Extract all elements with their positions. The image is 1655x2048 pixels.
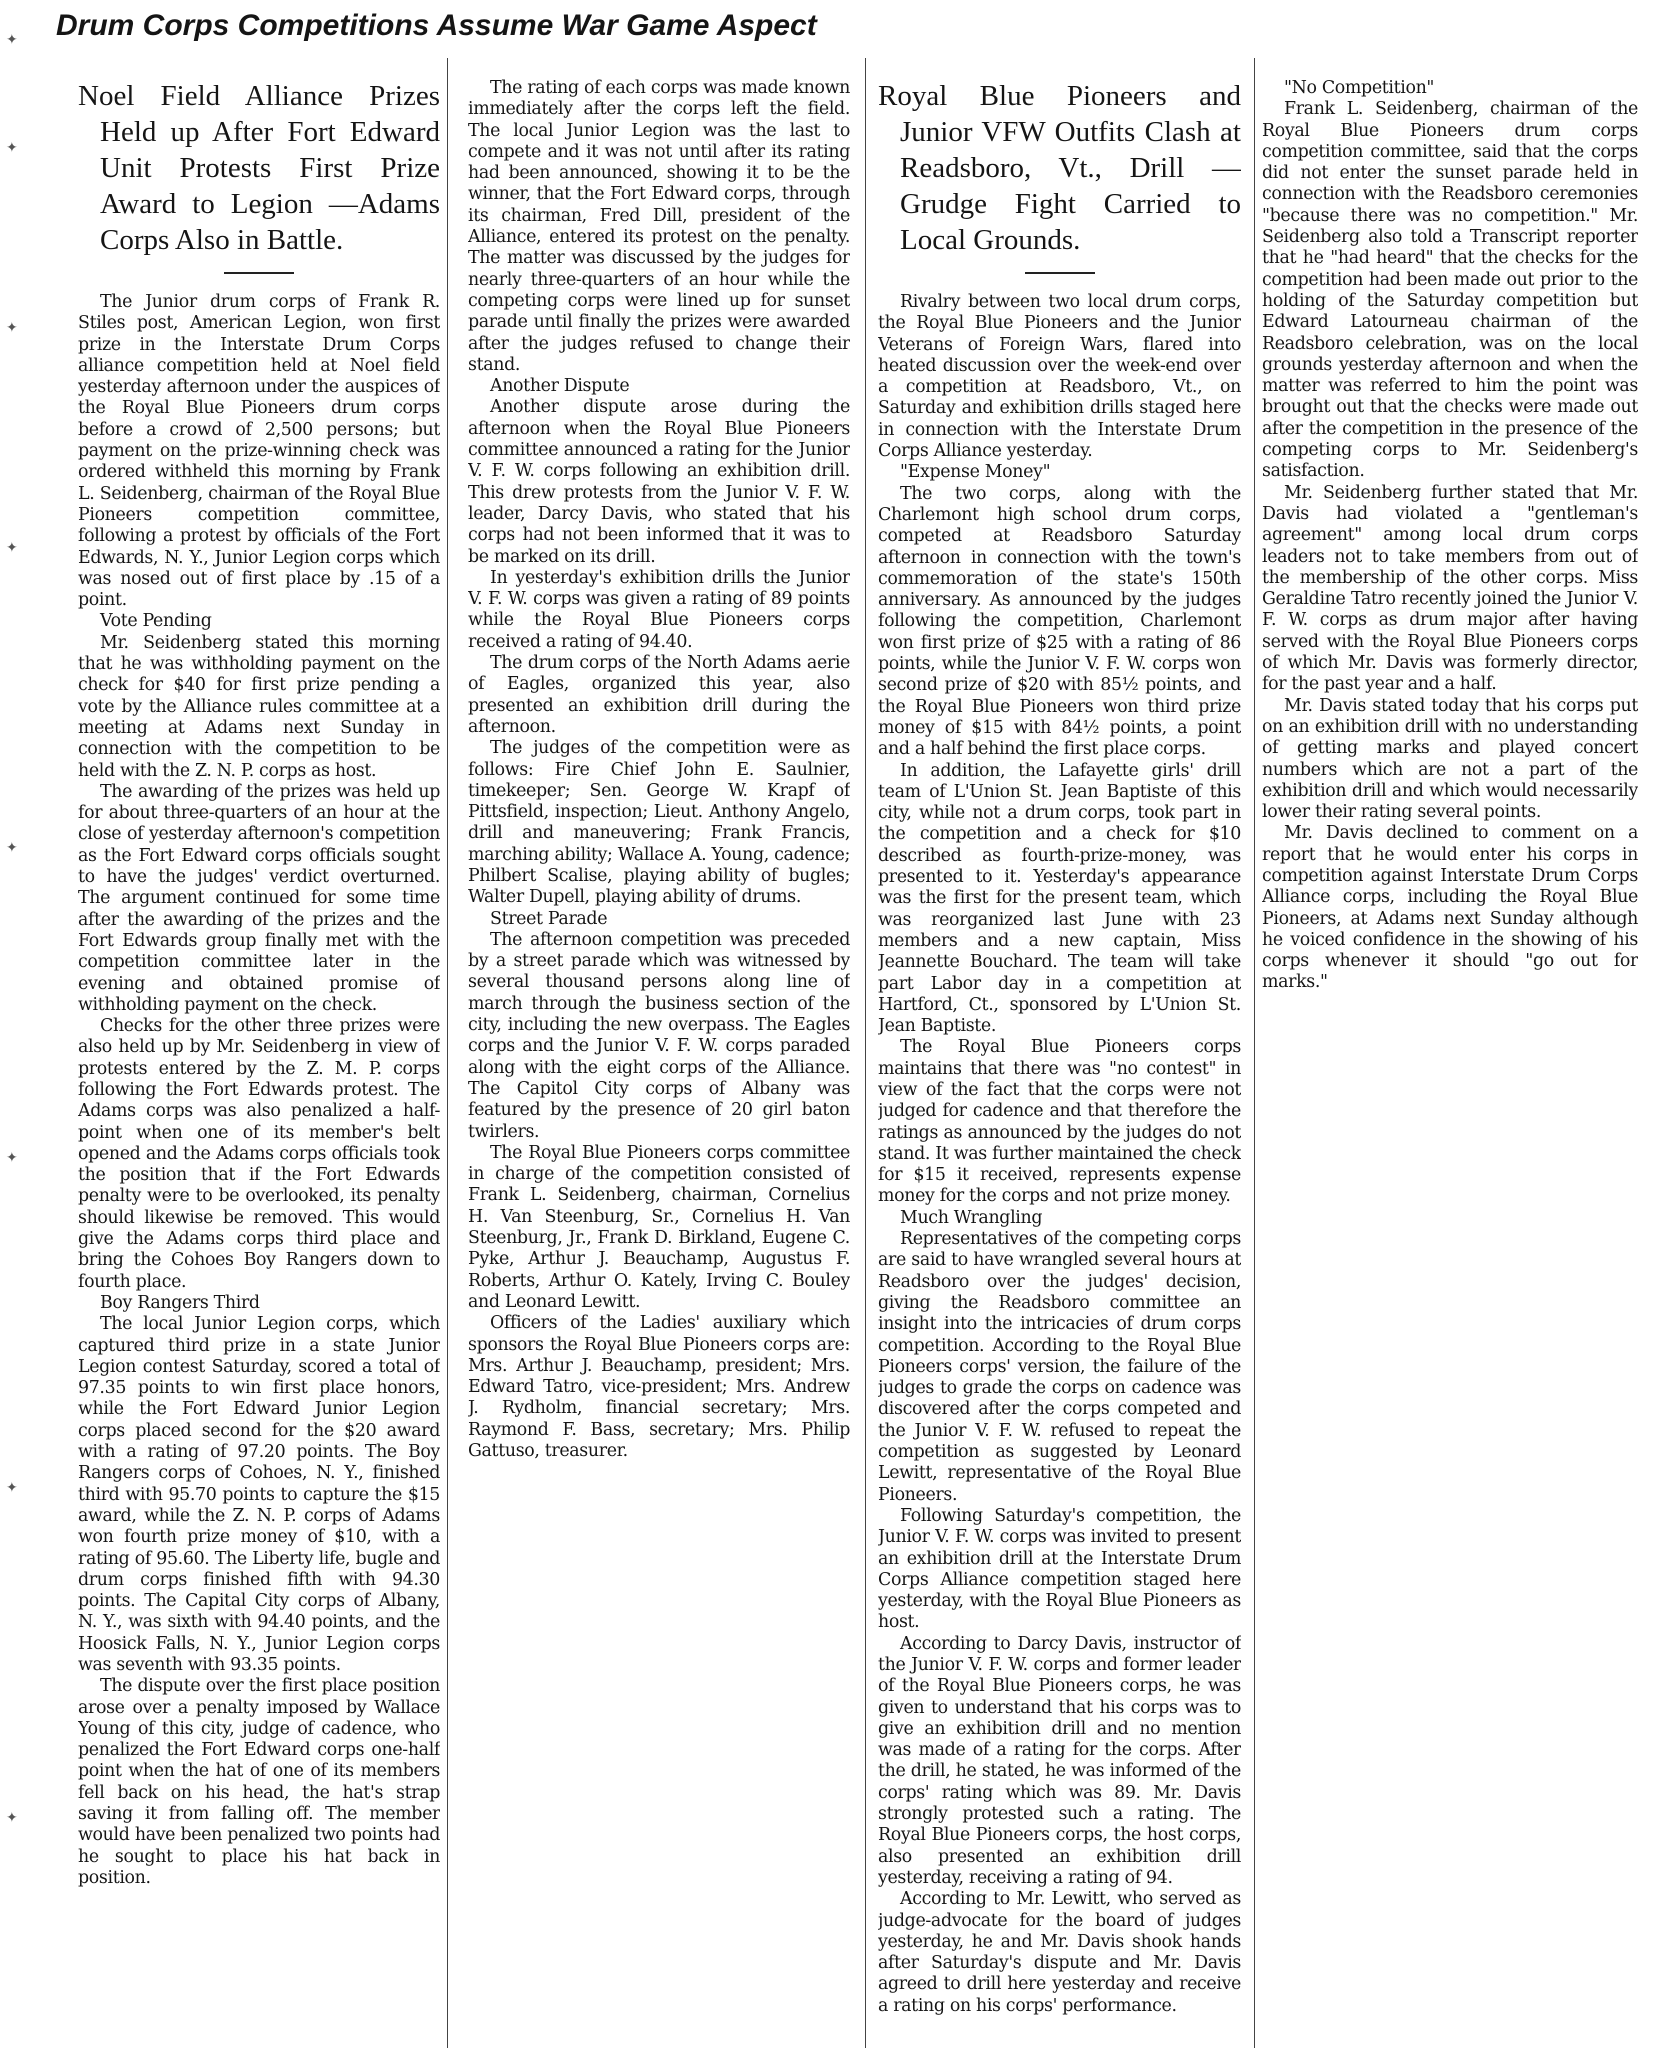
paragraph: Mr. Davis stated today that his corps put on an exhibition drill with no understanding of getting marks and played concert numbers which are not a part of the exhibition drill and which would necessarily lower their rating several points. (1262, 695, 1638, 823)
paragraph: According to Darcy Davis, instructor of the Junior V. F. W. corps and former leader of the Royal Blue Pioneers corps, he was given to understand that his corps was to give an exhibition drill and no mention was made of a rating for the corps. After the drill, he stated, he was informed of the corps' rating which was 89. Mr. Davis strongly protested such a rating. The Royal Blue Pioneers corps, the host corps, also presented an exhibition drill yesterday, receiving a rating of 94. (878, 1633, 1241, 1888)
column-rule (865, 58, 866, 2048)
paragraph: The judges of the competition were as follows: Fire Chief John E. Saulnier, timekeeper; Sen. George W. Krapf of Pittsfield, inspection; Lieut. Anthony Angelo, drill and maneuvering; Frank Francis, marching ability; Wallace A. Young, cadence; Philbert Scalise, playing ability of bugles; Walter Dupell, playing ability of drums. (468, 738, 850, 908)
paragraph: Mr. Seidenberg stated this morning that he was withholding payment on the check for $40 for first prize pending a vote by the Alliance rules committee at a meeting at Adams next Sunday in connection with the competition to be held with the Z. N. P. corps as host. (78, 632, 440, 781)
left-story-column-1 (78, 78, 440, 2038)
paragraph: Following Saturday's competition, the Junior V. F. W. corps was invited to present an exhibition drill at the Interstate Drum Corps Alliance competition staged here yesterday, with the Royal Blue Pioneers as host. (878, 1505, 1241, 1633)
column-rule (447, 58, 448, 2048)
paragraph: Mr. Seidenberg further stated that Mr. Davis had violated a "gentleman's agreement" among local drum corps leaders not to take members from out of the membership of the other corps. Miss Geraldine Tatro recently joined the Junior V. F. W. corps as drum major after having served with the Royal Blue Pioneers corps of which Mr. Davis was formerly director, for the past year and a half. (1262, 482, 1638, 695)
subheading: "No Competition" (1284, 78, 1435, 98)
paragraph: The dispute over the first place position arose over a penalty imposed by Wallace Young of this city, judge of cadence, who penalized the Fort Edward corps one-half point when the hat of one of its members fell back on his head, the hat's strap saving it from falling off. The member would have been penalized two points had he sought to place his hat back in position. (78, 1676, 440, 1888)
divider (1025, 272, 1095, 274)
paragraph: The local Junior Legion corps, which captured third prize in a state Junior Legion contest Saturday, scored a total of 97.35 points to win first place honors, while the Fort Edward Junior Legion corps placed second for the $20 award with a rating of 97.20 points. The Boy Rangers corps of Cohoes, N. Y., finished third with 95.70 points to capture the $15 award, while the Z. N. P. corps of Adams won fourth prize money of $10, with a rating of 95.60. The Liberty life, bugle and drum corps finished fifth with 94.30 points. The Capital City corps of Albany, N. Y., was sixth with 94.40 points, and the Hoosick Falls, N. Y., Junior Legion corps was seventh with 93.35 points. (78, 1314, 440, 1675)
paragraph: Checks for the other three prizes were also held up by Mr. Seidenberg in view of protests entered by the Z. M. P. corps following the Fort Edwards protest. The Adams corps was also penalized a half-point when one of its member's belt opened and the Adams corps officials took the position that if the Fort Edwards penalty were to be overlooked, its penalty should likewise be removed. This would give the Adams corps third place and bring the Cohoes Boy Rangers down to fourth place. (78, 1016, 440, 1292)
paragraph: In yesterday's exhibition drills the Junior V. F. W. corps was given a rating of 89 points while the Royal Blue Pioneers corps received a rating of 94.40. (468, 567, 850, 652)
paragraph: The two corps, along with the Charlemont high school drum corps, competed at Readsboro Saturday afternoon in connection with the town's commemoration of the state's 150th anniversary. As announced by the judges following the competition, Charlemont won first prize of $25 with a rating of 86 points, while the Junior V. F. W. corps won second prize of $20 with 85½ points, and the Royal Blue Pioneers won third prize money of $15 with 84½ points, a point and a half behind the first place corps. (878, 483, 1241, 760)
subheading: Vote Pending (100, 611, 212, 632)
right-story-deck: Royal Blue Pioneers and Junior VFW Outfits Clash at Readsboro, Vt., Drill — Grudge Fight Carried to Local Grounds. (878, 80, 1241, 256)
subheading: Another Dispute (490, 376, 630, 397)
left-story-deck: Noel Field Alliance Prizes Held up After Fort Edward Unit Protests First Prize Award to Legion —Adams Corps Also in Battle. (78, 80, 440, 256)
paragraph: Frank L. Seidenberg, chairman of the Royal Blue Pioneers drum corps competition committee, said that the corps did not enter the sunset parade held in connection with the Readsboro ceremonies "because there was no competition." Mr. Seidenberg also told a Transcript reporter that he "had heard" that the checks for the competition had been made out prior to the holding of the Saturday competition but Edward Latourneau chairman of the Readsboro celebration, was on the local grounds yesterday afternoon and when the matter was referred to him the point was brought out that the checks were made out after the competition in the presence of the competing corps to Mr. Seidenberg's satisfaction. (1262, 99, 1638, 482)
paragraph: The Junior drum corps of Frank R. Stiles post, American Legion, won first prize in the Interstate Drum Corps alliance competition held at Noel field yesterday afternoon under the auspices of the Royal Blue Pioneers drum corps before a crowd of 2,500 persons; but payment on the prize-winning check was ordered withheld this morning by Frank L. Seidenberg, chairman of the Royal Blue Pioneers competition committee, following a protest by officials of the Fort Edwards, N. Y., Junior Legion corps which was nosed out of first place by .15 of a point. (78, 292, 440, 611)
paragraph: The afternoon competition was preceded by a street parade which was witnessed by several thousand persons along line of march through the business section of the city, including the new overpass. The Eagles corps and the Junior V. F. W. corps paraded along with the eight corps of the Alliance. The Capitol City corps of Albany was featured by the presence of 20 girl baton twirlers. (468, 929, 850, 1142)
paragraph: The Royal Blue Pioneers corps maintains that there was "no contest" in view of the fact that the corps were not judged for cadence and that therefore the ratings as announced by the judges do not stand. It was further maintained the check for $15 it received, represents expense money for the corps and not prize money. (878, 1037, 1241, 1207)
column-rule (1254, 58, 1255, 2048)
paragraph: The awarding of the prizes was held up for about three-quarters of an hour at the close of yesterday afternoon's competition as the Fort Edward corps officials sought to have the judges' verdict overturned. The argument continued for some time after the awarding of the prizes and the Fort Edwards group finally met with the competition committee later in the evening and obtained promise of withholding payment on the check. (78, 781, 440, 1015)
right-story-column-2 (1262, 78, 1638, 2038)
right-story-body-continued (1262, 78, 1638, 994)
left-story-body (78, 292, 440, 1889)
left-story-body-continued (468, 78, 850, 1462)
paragraph: The rating of each corps was made known immediately after the corps left the field. The local Junior Legion was the last to compete and it was not until after its rating had been announced, showing it to be the winner, that the Fort Edward corps, through its chairman, Fred Dill, president of the Alliance, entered its protest on the penalty. The matter was discussed by the judges for nearly three-quarters of an hour while the competing corps were lined up for sunset parade until finally the prizes were awarded after the judges refused to change their stand. (468, 78, 850, 375)
paragraph: Mr. Davis declined to comment on a report that he would enter his corps in competition against Interstate Drum Corps Alliance corps, including the Royal Blue Pioneers, at Adams next Sunday although he voiced confidence in the showing of his corps whenever it should "go out for marks." (1262, 823, 1638, 993)
left-story-column-2 (468, 78, 850, 2038)
right-story-body (878, 292, 1241, 2017)
paragraph: According to Mr. Lewitt, who served as judge-advocate for the board of judges yesterday, he and Mr. Davis shook hands after Saturday's dispute and Mr. Davis agreed to drill here yesterday and receive a rating on his corps' performance. (878, 1889, 1241, 2016)
paragraph: In addition, the Lafayette girls' drill team of L'Union St. Jean Baptiste of this city, while not a drum corps, took part in the competition and a check for $10 described as fourth-prize-money, was presented to it. Yesterday's appearance was the first for the present team, which was reorganized last June with 23 members and a new captain, Miss Jeannette Bouchard. The team will take part Labor day in a competition at Hartford, Ct., sponsored by L'Union St. Jean Baptiste. (878, 760, 1241, 1037)
paragraph: The Royal Blue Pioneers corps committee in charge of the competition consisted of Frank L. Seidenberg, chairman, Cornelius H. Van Steenburg, Sr., Cornelius H. Van Steenburg, Jr., Frank D. Birkland, Eugene C. Pyke, Arthur J. Beauchamp, Augustus F. Roberts, Arthur O. Kately, Irving C. Bouley and Leonard Lewitt. (468, 1142, 850, 1312)
paragraph: Another dispute arose during the afternoon when the Royal Blue Pioneers committee announced a rating for the Junior V. F. W. corps following an exhibition drill. This drew protests from the Junior V. F. W. leader, Darcy Davis, who stated that his corps had not been informed that it was to be marked on its drill. (468, 397, 850, 567)
subheading: Boy Rangers Third (100, 1292, 260, 1313)
paragraph: Rivalry between two local drum corps, the Royal Blue Pioneers and the Junior Veterans of Foreign Wars, flared into heated discussion over the week-end over a competition at Readsboro, Vt., on Saturday and exhibition drills staged here in connection with the Interstate Drum Corps Alliance yesterday. (878, 292, 1241, 462)
headline: Drum Corps Competitions Assume War Game Aspect (56, 9, 817, 42)
paragraph: The drum corps of the North Adams aerie of Eagles, organized this year, also presented an exhibition drill during the afternoon. (468, 653, 850, 737)
subheading: Much Wrangling (900, 1207, 1043, 1228)
margin-marks: ✦ ✦ ✦ ✦ ✦ ✦ ✦ ✦ (6, 32, 18, 1826)
divider (224, 272, 294, 274)
right-story-column-1 (878, 78, 1241, 2038)
paragraph: Representatives of the competing corps are said to have wrangled several hours at Readsboro over the judges' decision, giving the Readsboro committee an insight into the intricacies of drum corps competition. According to the Royal Blue Pioneers corps' version, the failure of the judges to grade the corps on cadence was discovered after the corps competed and the Junior V. F. W. refused to repeat the competition as suggested by Leonard Lewitt, representative of the Royal Blue Pioneers. (878, 1229, 1241, 1505)
paragraph: Officers of the Ladies' auxiliary which sponsors the Royal Blue Pioneers corps are: Mrs. Arthur J. Beauchamp, president; Mrs. Edward Tatro, vice-president; Mrs. Andrew J. Rydholm, financial secretary; Mrs. Raymond F. Bass, secretary; Mrs. Philip Gattuso, treasurer. (468, 1313, 850, 1461)
subheading: Street Parade (490, 908, 608, 929)
subheading: "Expense Money" (900, 462, 1051, 483)
